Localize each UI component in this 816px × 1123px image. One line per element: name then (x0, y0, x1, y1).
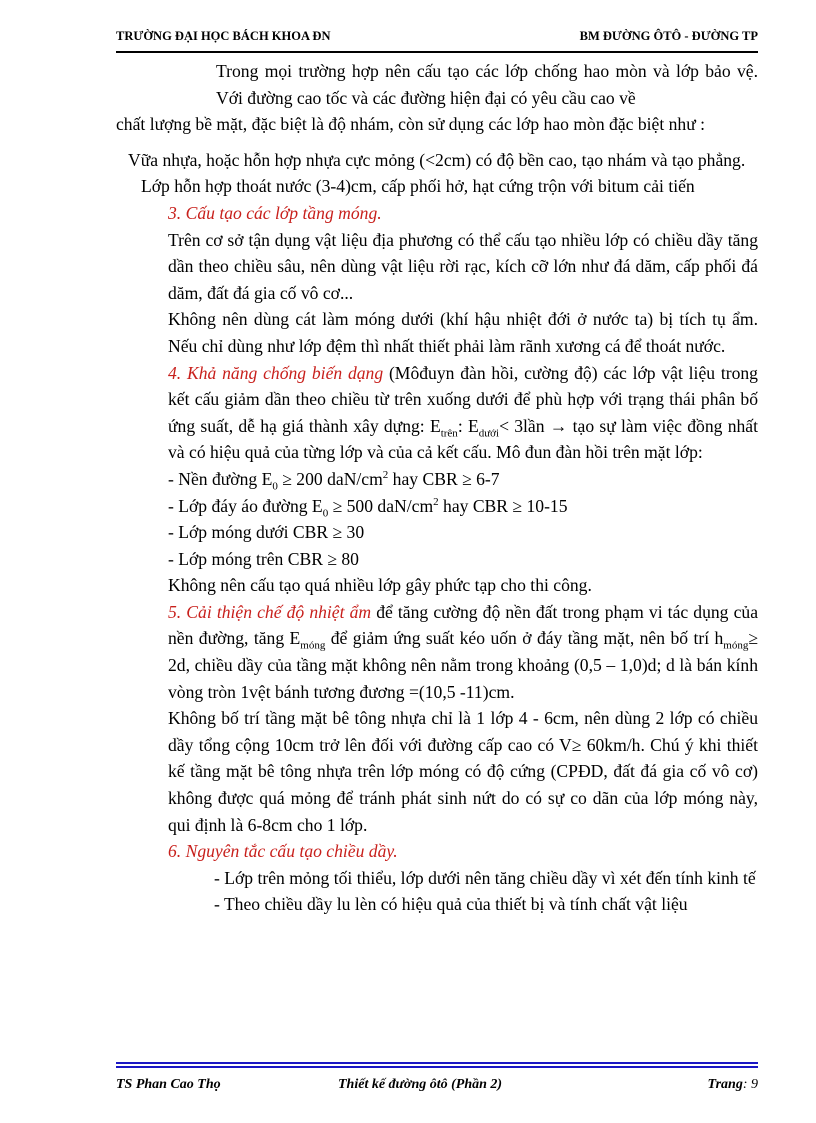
paragraph: 5. Cải thiện chế độ nhiệt ẩm để tăng cường độ nền đất trong phạm vi tác dụng của nền đường, tăng $E_{móng}$ để giảm ứng suất kéo uốn ở đáy tầng mặt, nên bố trí $h_{móng}\ge 2d$, chiều dầy của tầng mặt không nên nằm trong khoảng (0,5 – 1,0)d; d là bán kính vòng tròn 1vệt bánh tương đương =(10,5 -11)cm. (168, 601, 759, 702)
document-body (116, 58, 758, 918)
section-heading-6: 6. Nguyên tắc cấu tạo chiều dầy. (168, 841, 398, 862)
paragraph: 4. Khả năng chống biến dạng (Môđuyn đàn hồi, cường độ) các lớp vật liệu trong kết cấu giảm dần theo chiều từ trên xuống dưới để phù hợp với trạng thái phân bố ứng suất, dễ hạ giá thành xây dựng: $E_{trên}$: $E_{dưới}<$ 3lần → tạo sự làm việc đồng nhất và có hiệu quả của từng lớp và của cả kết cấu. Mô đun đàn hồi trên mặt lớp: (168, 362, 758, 463)
header-university: TRƯỜNG ĐẠI HỌC BÁCH KHOA ĐN (116, 29, 331, 43)
paragraph: Lớp hỗn hợp thoát nước (3-4)cm, cấp phối hở, hạt cứng trộn với bitum cải tiến (141, 176, 695, 197)
section-heading-3: 3. Cấu tạo các lớp tầng móng. (168, 202, 382, 223)
header-department: BM ĐƯỜNG ÔTÔ - ĐƯỜNG TP (579, 29, 758, 43)
section-heading-4: 4. Khả năng chống biến dạng (168, 362, 384, 383)
header-rule (116, 51, 758, 53)
paragraph: chất lượng bề mặt, đặc biệt là độ nhám, còn sử dụng các lớp hao mòn đặc biệt như : (116, 114, 706, 135)
paragraph: Không nên dùng cát làm móng dưới (khí hậu nhiệt đới ở nước ta) bị tích tụ ẩm. Nếu chỉ dùng như lớp đệm thì nhất thiết phải làm rãnh xương cá để thoát nước. (168, 309, 758, 356)
footer-page: Trang: 9 (707, 1077, 758, 1092)
paragraph: Không nên cấu tạo quá nhiều lớp gây phức tạp cho thi công. (168, 575, 592, 596)
section-heading-5: 5. Cải thiện chế độ nhiệt ẩm (168, 601, 372, 622)
footer-title: Thiết kế đường ôtô (Phần 2) (338, 1077, 503, 1092)
footer-rule (116, 1062, 758, 1070)
paragraph: - Lớp trên mỏng tối thiểu, lớp dưới nên tăng chiều dầy vì xét đến tính kinh tế (214, 867, 756, 888)
paragraph: - Theo chiều dầy lu lèn có hiệu quả của thiết bị và tính chất vật liệu (214, 894, 688, 915)
list-item: - Nền đường $E_0 \ge 200$ daN/$cm^2$ hay CBR ≥ 6-7 (168, 468, 500, 493)
footer-author: TS Phan Cao Thọ (116, 1077, 221, 1092)
paragraph: Không bố trí tầng mặt bê tông nhựa chỉ là 1 lớp 4 - 6cm, nên dùng 2 lớp có chiều dầy tổng cộng 10cm trở lên đối với đường cấp cao có V≥ 60km/h. Chú ý khi thiết kế tầng mặt bê tông nhựa trên lớp móng có độ cứng (CPĐD, đất đá gia cố vô cơ) không được quá mỏng để tránh phát sinh nứt do có sự co dãn của lớp móng này, qui định là 6-8cm cho 1 lớp. (168, 708, 758, 835)
list-item: - Lớp móng dưới CBR ≥ 30 (168, 522, 365, 543)
page-header (116, 29, 758, 49)
paragraph: Trong mọi trường hợp nên cấu tạo các lớp chống hao mòn và lớp bảo vệ. Với đường cao tốc và các đường hiện đại có yêu cầu cao về (216, 61, 758, 108)
list-item: - Lớp móng trên CBR ≥ 80 (168, 548, 359, 569)
paragraph: Vữa nhựa, hoặc hỗn hợp nhựa cực mỏng (<2cm) có độ bền cao, tạo nhám và tạo phẳng. (128, 149, 746, 170)
page-footer (116, 1077, 758, 1099)
paragraph: Trên cơ sở tận dụng vật liệu địa phương có thể cấu tạo nhiều lớp có chiều dầy tăng dần theo chiều sâu, nên dùng vật liệu rời rạc, kích cỡ lớn như đá dăm, cấp phối đá dăm, đất đá gia cố vô cơ... (168, 229, 758, 303)
list-item: - Lớp đáy áo đường $E_0 \ge 500$ daN/$cm^2$ hay CBR ≥ 10-15 (168, 495, 568, 520)
